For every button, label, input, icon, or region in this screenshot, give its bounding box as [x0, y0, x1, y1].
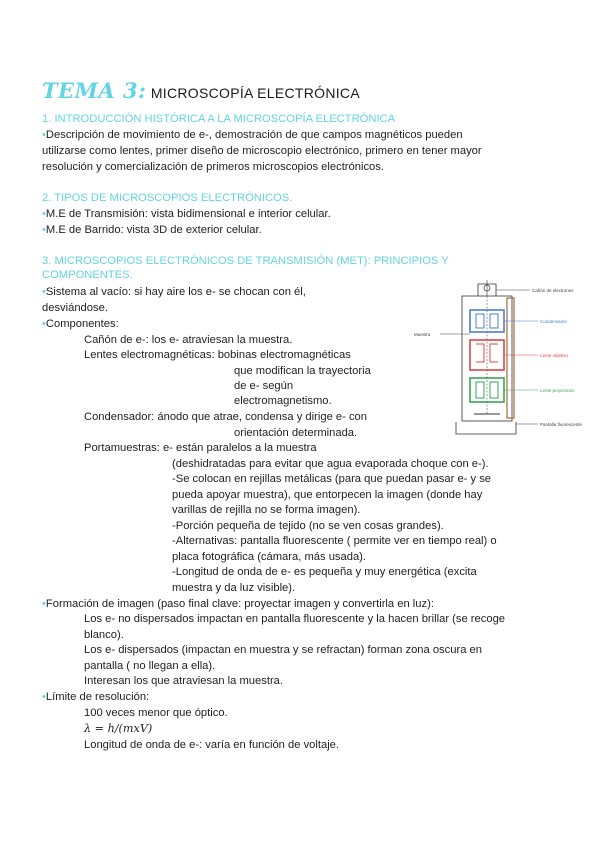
- page-title: [42, 78, 360, 103]
- limite-line-1: 100 veces menor que óptico.: [84, 707, 228, 719]
- porta-line-6: -Porción pequeña de tejido (no se ven cosas grandes).: [172, 520, 444, 532]
- porta-line-9: -Longitud de onda de e- es pequeña y muy energética (excita: [172, 566, 477, 578]
- bullet-icon: •: [42, 208, 46, 220]
- bullet-icon: •: [42, 224, 46, 236]
- section1-line-2: utilizarse como lentes, primer diseño de microscopio electrónico, primero en tener mayor: [42, 145, 482, 157]
- screen-base: [456, 422, 516, 434]
- lentes-line-3: de e- según: [234, 380, 294, 392]
- bullet-icon: •: [42, 318, 46, 330]
- porta-line-8: placa fotográfica (cámara, más usada).: [172, 551, 367, 563]
- condensador-line-1: Condensador: ánodo que atrae, condensa y dirige e- con: [84, 411, 367, 423]
- bullet-icon: •: [42, 598, 46, 610]
- lentes-line-4: electromagnetismo.: [234, 395, 332, 407]
- section2-item-2: •M.E de Barrido: vista 3D de exterior celular.: [42, 224, 262, 236]
- resolution-formula: λ = h/(mxV): [84, 722, 153, 735]
- lentes-line-2: que modifican la trayectoria: [234, 365, 371, 377]
- bullet-icon: •: [42, 691, 46, 703]
- porta-line-3: -Se colocan en rejillas metálicas (para que puedan pasar e- y se: [172, 473, 492, 485]
- section3-heading-1: 3. MICROSCOPIOS ELECTRÓNICOS DE TRANSMISIÓN (MET): PRINCIPIOS Y: [42, 255, 449, 267]
- objective-lens: [470, 340, 504, 370]
- label-left: Muestra: [414, 332, 431, 337]
- vacuum-line-2: desviándose.: [42, 302, 108, 314]
- column-rail: [507, 298, 514, 418]
- title-script: TEMA 3:: [42, 78, 147, 103]
- components-label: •Componentes:: [42, 318, 119, 330]
- section1-line-1: •Descripción de movimiento de e-, demostración de que campos magnéticos pueden: [42, 129, 463, 141]
- condensador-line-2: orientación determinada.: [234, 427, 358, 439]
- canon-line: Cañón de e-: los e- atraviesan la muestra.: [84, 334, 293, 346]
- limite-label: •Límite de resolución:: [42, 691, 150, 703]
- formacion-line-1: •Formación de imagen (paso final clave: proyectar imagen y convertirla en luz):: [42, 598, 434, 610]
- label-screen: Pantalla fluorescente: [540, 422, 583, 427]
- section1-line-3: resolución y comercialización de primeros microscopios electrónicos.: [42, 161, 384, 173]
- formacion-line-2: Los e- no dispersados impactan en pantalla fluorescente y la hacen brillar (se recoge: [84, 613, 506, 625]
- bullet-icon: •: [42, 286, 46, 298]
- formacion-line-5: pantalla ( no llegan a ella).: [84, 660, 216, 672]
- porta-line-10: muestra y da luz visible).: [172, 582, 296, 594]
- label-projector: Lente proyectora: [540, 388, 574, 393]
- label-condenser: Condensador: [540, 319, 568, 324]
- porta-line-7: -Alternativas: pantalla fluorescente ( permite ver en tiempo real) o: [172, 535, 497, 547]
- formacion-line-6: Interesan los que atraviesan la muestra.: [84, 675, 283, 687]
- formacion-line-3: blanco).: [84, 629, 124, 641]
- title-main: MICROSCOPÍA ELECTRÓNICA: [150, 85, 360, 101]
- formacion-line-4: Los e- dispersados (impactan en muestra y se refractan) forman zona oscura en: [84, 644, 482, 656]
- section1-heading: 1. INTRODUCCIÓN HISTÓRICA A LA MICROSCOPÍA ELECTRÓNICA: [42, 113, 396, 125]
- section2-heading: 2. TIPOS DE MICROSCOPIOS ELECTRÓNICOS.: [42, 192, 293, 204]
- label-top-right: Cañón de electrones: [532, 288, 574, 293]
- section2-item-1: •M.E de Transmisión: vista bidimensional e interior celular.: [42, 208, 331, 220]
- section3-heading-2: COMPONENTES.: [42, 269, 133, 281]
- limite-line-3: Longitud de onda de e-: varía en función de voltaje.: [84, 739, 340, 751]
- porta-line-1: Portamuestras: e- están paralelos a la muestra: [84, 442, 317, 454]
- porta-line-5: varillas de rejilla no se forma imagen).: [172, 504, 361, 516]
- label-objective: Lente objetivo: [540, 353, 569, 358]
- porta-line-2: (deshidratadas para evitar que agua evaporada choque con e-).: [172, 458, 489, 470]
- porta-line-4: pueda apoyar muestra), que entorpecen la imagen (donde hay: [172, 489, 483, 501]
- vacuum-line-1: •Sistema al vacío: si hay aire los e- se chocan con él,: [42, 286, 306, 298]
- tem-diagram: [412, 276, 590, 444]
- bullet-icon: •: [42, 129, 46, 141]
- lentes-line-1: Lentes electromagnéticas: bobinas electromagnéticas: [84, 349, 351, 361]
